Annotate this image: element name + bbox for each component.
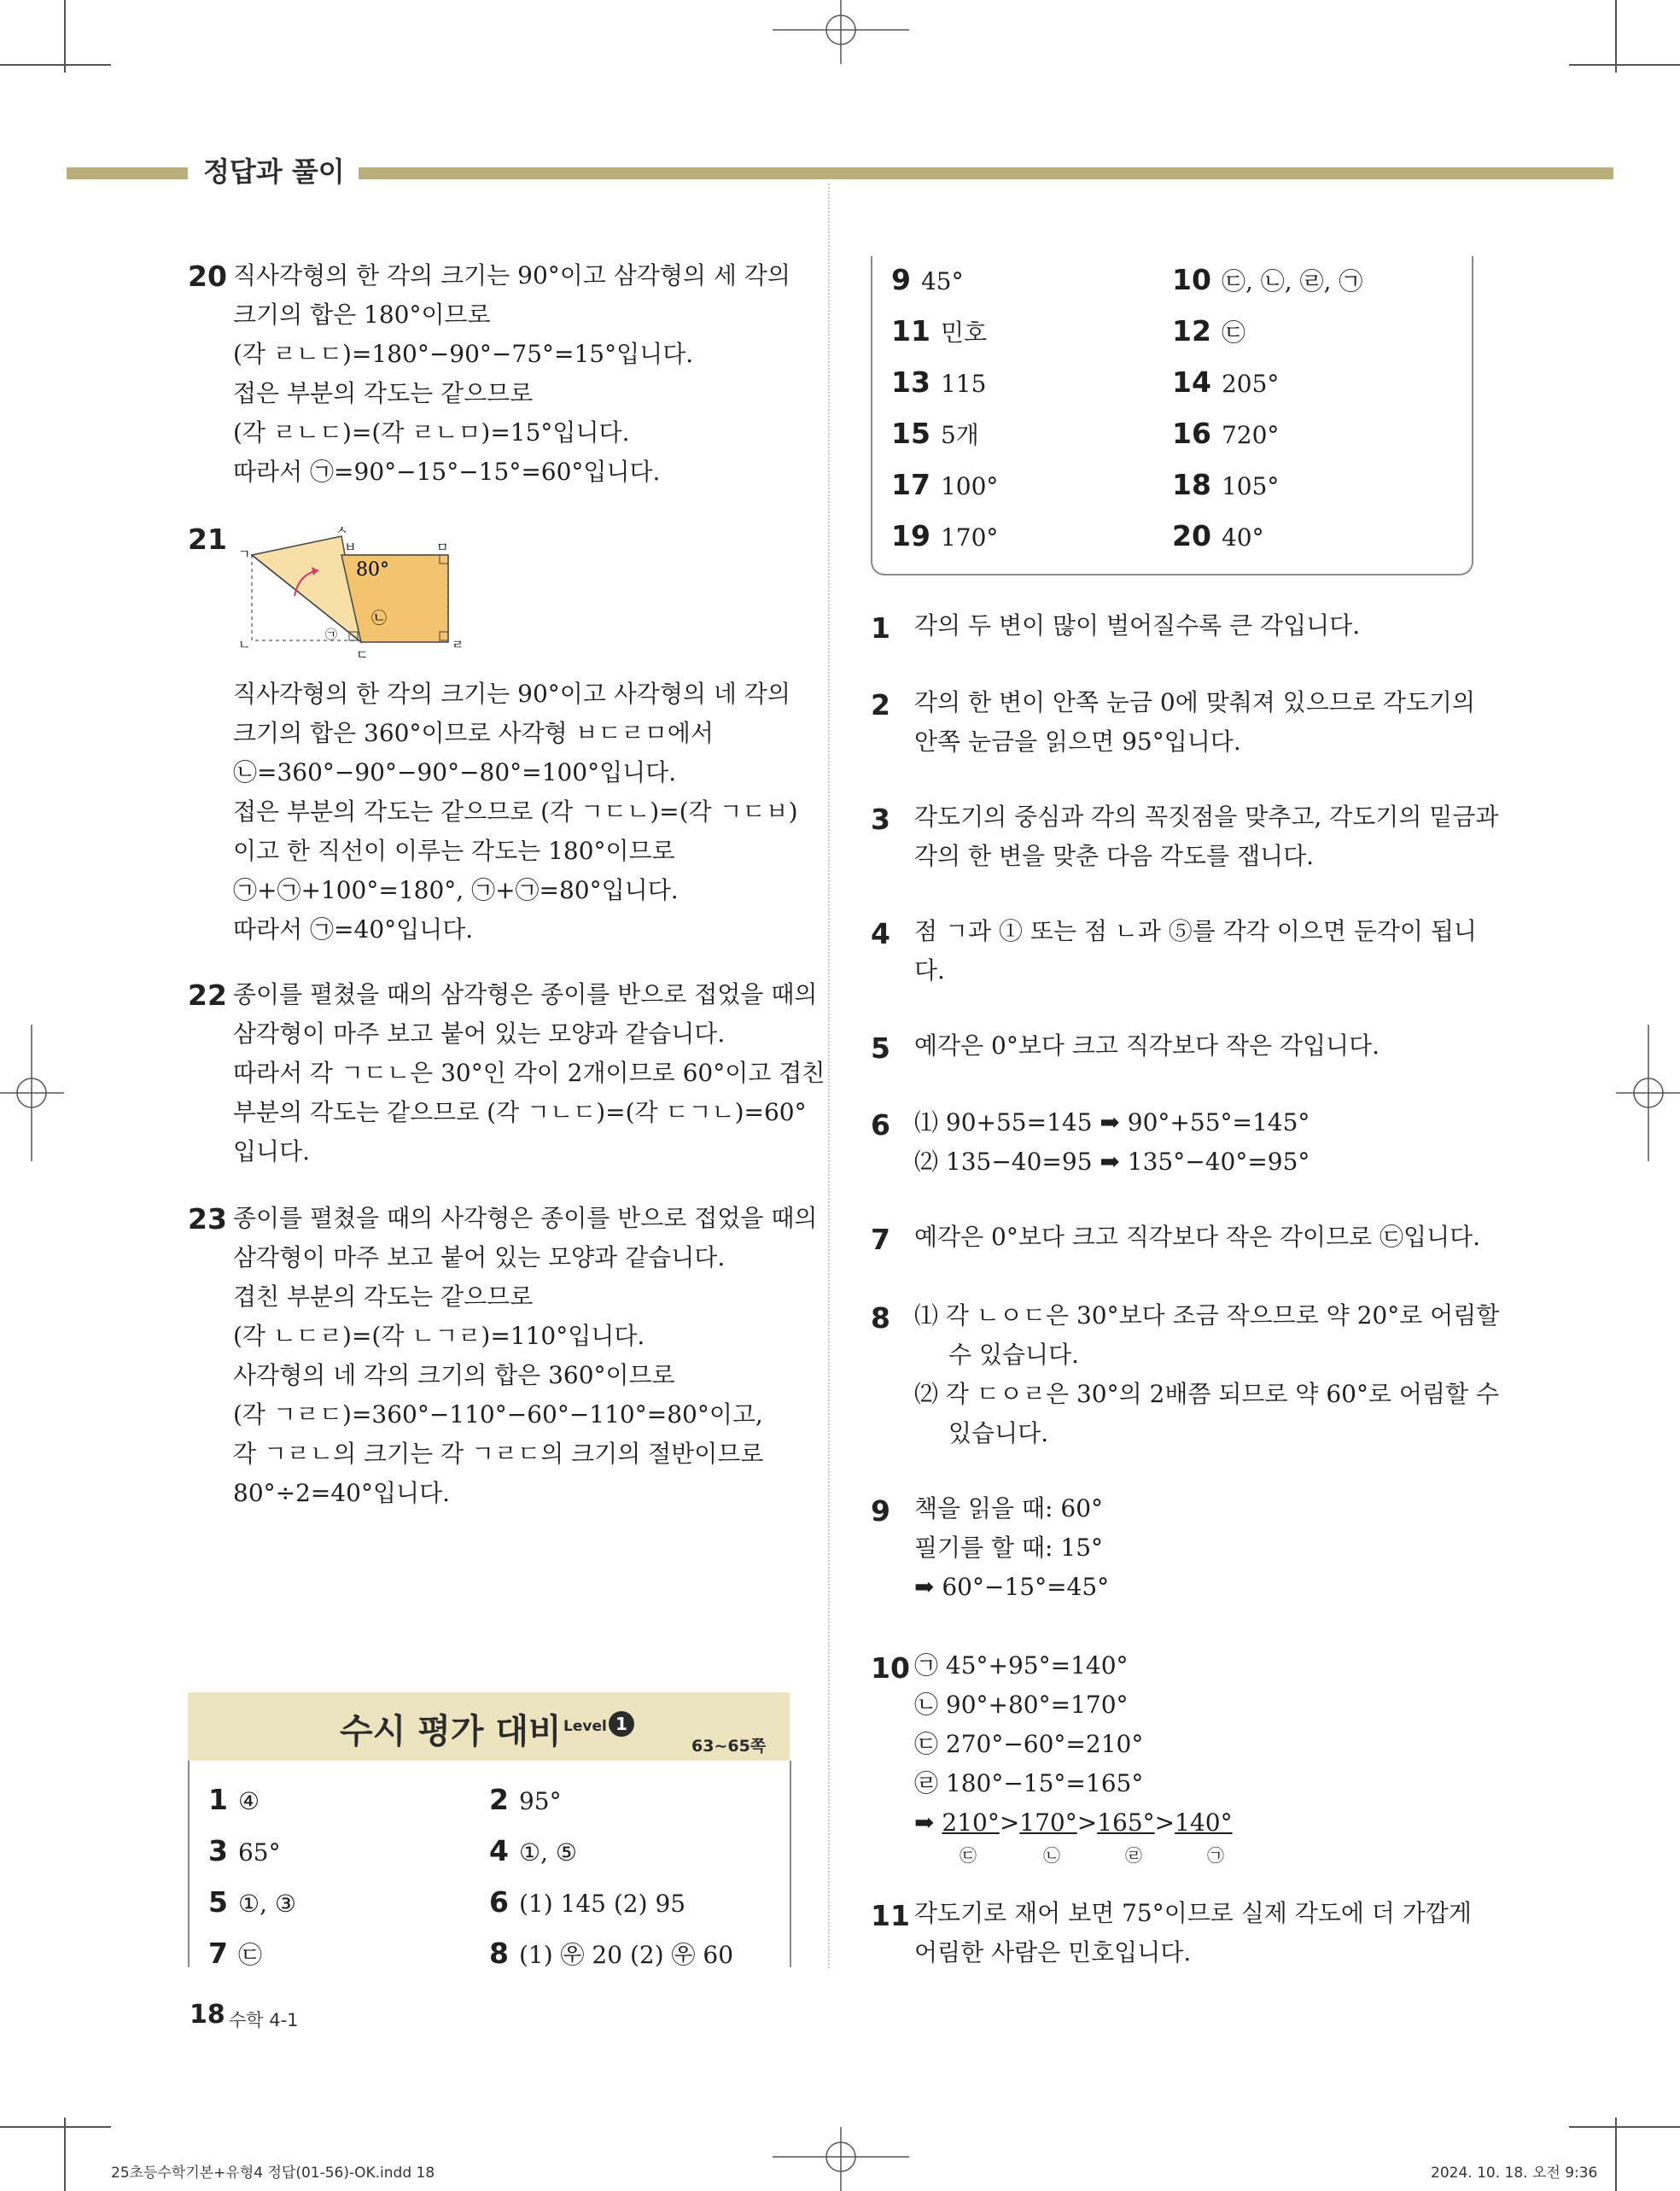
answer-number: 9 xyxy=(891,263,911,296)
text-line: 삼각형이 마주 보고 붙어 있는 모양과 같습니다. xyxy=(233,1243,726,1271)
answer-item xyxy=(489,1834,577,1867)
problem-number: 10 xyxy=(871,1651,910,1685)
text-line: 따라서 ㉠=90°−15°−15°=60°입니다. xyxy=(233,458,661,486)
text-line: 필기를 할 때: 15° xyxy=(914,1534,1104,1562)
text-line: 수 있습니다. xyxy=(948,1341,1080,1369)
answer-value: 45° xyxy=(920,267,964,295)
text-line: ⑵ 135−40=95 ➡ 135°−40°=95° xyxy=(914,1148,1310,1176)
problem-number: 6 xyxy=(871,1108,890,1142)
text-line: (각 ㄴㄷㄹ)=(각 ㄴㄱㄹ)=110°입니다. xyxy=(233,1322,645,1350)
answer-item xyxy=(1172,365,1279,399)
answer-number: 14 xyxy=(1172,365,1211,399)
answer-value: ①, ⑤ xyxy=(518,1838,577,1867)
text-line: 점 ㄱ과 ① 또는 점 ㄴ과 ⑤를 각각 이으면 둔각이 됩니 xyxy=(914,917,1477,945)
text-line: 입니다. xyxy=(233,1137,311,1166)
page-range: 63~65쪽 xyxy=(691,1737,767,1756)
answer-item xyxy=(891,417,979,451)
vertex-label: ㅁ xyxy=(436,540,449,555)
text-line: 겹친 부분의 각도는 같으므로 xyxy=(233,1282,534,1311)
answer-number: 6 xyxy=(489,1885,509,1919)
text-line: 어림한 사람은 민호입니다. xyxy=(914,1938,1192,1966)
answer-number: 2 xyxy=(489,1783,509,1816)
text-line: 다. xyxy=(914,956,945,984)
problem-number: 11 xyxy=(871,1899,910,1932)
answer-number: 12 xyxy=(1172,314,1211,348)
registration-mark-bottom xyxy=(773,2123,909,2191)
problem-number: 20 xyxy=(188,260,227,293)
vertex-label: ㄴ xyxy=(238,637,251,652)
crop-mark xyxy=(1615,2118,1617,2191)
text-line: ⑴ 각 ㄴㅇㄷ은 30°보다 조금 작으므로 약 20°로 어림할 xyxy=(914,1301,1500,1329)
answer-value: ㉢ xyxy=(237,1941,262,1969)
answer-item xyxy=(891,314,987,348)
answer-number: 5 xyxy=(208,1885,228,1919)
text-line: 부분의 각도는 같으므로 (각 ㄱㄴㄷ)=(각 ㄷㄱㄴ)=60° xyxy=(233,1098,807,1126)
header-bar-right xyxy=(359,167,1613,179)
text-line: 직사각형의 한 각의 크기는 90°이고 사각형의 네 각의 xyxy=(233,680,790,708)
text-line: 각의 한 변을 맞춘 다음 각도를 잽니다. xyxy=(914,842,1315,870)
answer-number: 11 xyxy=(891,314,930,348)
problem-number: 4 xyxy=(871,917,890,950)
page-title: 정답과 풀이 xyxy=(203,155,345,188)
text-line: 따라서 ㉠=40°입니다. xyxy=(233,915,474,944)
text-line: 크기의 합은 360°이므로 사각형 ㅂㄷㄹㅁ에서 xyxy=(233,719,714,747)
crop-mark xyxy=(0,2126,111,2128)
text-line: (각 ㄱㄹㄷ)=360°−110°−60°−110°=80°이고, xyxy=(233,1400,763,1429)
registration-mark-top xyxy=(773,0,909,68)
answer-value: ㉢ xyxy=(1221,318,1245,347)
comparison-sign: > xyxy=(999,1808,1020,1837)
text-line: 접은 부분의 각도는 같으므로 (각 ㄱㄷㄴ)=(각 ㄱㄷㅂ) xyxy=(233,798,798,826)
text-line: (각 ㄹㄴㄷ)=180°−90°−75°=15°입니다. xyxy=(233,340,694,368)
answer-value: (1) 145 (2) 95 xyxy=(518,1890,686,1918)
answer-item xyxy=(489,1937,733,1971)
text-line: 예각은 0°보다 크고 직각보다 작은 각이므로 ㉢입니다. xyxy=(914,1223,1481,1251)
vertex-label: ㄷ xyxy=(356,647,369,663)
problem-number: 8 xyxy=(871,1301,890,1335)
answer-item xyxy=(1172,314,1245,348)
answer-item xyxy=(489,1885,685,1919)
text-line: 책을 읽을 때: 60° xyxy=(914,1494,1104,1522)
comparison-mark: ㉡ xyxy=(1043,1845,1060,1866)
problem-number: 1 xyxy=(871,611,890,645)
answer-value: 100° xyxy=(940,472,999,500)
text-line: 각의 한 변이 안쪽 눈금 0에 맞춰져 있으므로 각도기의 xyxy=(914,688,1476,716)
header-bar-left xyxy=(67,167,188,179)
text-line: 이고 한 직선이 이루는 각도는 180°이므로 xyxy=(233,837,675,865)
vertex-label: ㄱ xyxy=(238,546,251,562)
text-line: ㉡=360°−90°−90°−80°=100°입니다. xyxy=(233,758,677,786)
vertex-label: ㄹ xyxy=(452,637,464,652)
comparison-value: 165° xyxy=(1097,1808,1155,1837)
text-line: 접은 부분의 각도는 같으므로 xyxy=(233,379,534,407)
comparison-value: 170° xyxy=(1019,1808,1077,1837)
answer-number: 8 xyxy=(489,1937,509,1970)
print-date: 2024. 10. 18. 오전 9:36 xyxy=(1431,2165,1598,2182)
answer-item xyxy=(891,263,964,296)
text-line: ㉡ 90°+80°=170° xyxy=(914,1691,1129,1719)
level-label: Level xyxy=(563,1718,607,1735)
comparison-mark: ㉢ xyxy=(960,1845,977,1866)
comparison-sign: > xyxy=(1154,1808,1175,1837)
text-line: 안쪽 눈금을 읽으면 95°입니다. xyxy=(914,727,1241,756)
answer-value: 65° xyxy=(237,1838,281,1867)
answer-value: 민호 xyxy=(940,318,988,347)
answer-number: 15 xyxy=(891,417,930,450)
answer-item xyxy=(1172,519,1264,552)
vertex-label: ㅅ xyxy=(335,523,348,538)
crop-mark xyxy=(0,64,111,66)
level-badge: 1 xyxy=(609,1711,634,1737)
answer-number: 4 xyxy=(489,1834,509,1867)
problem-number: 5 xyxy=(871,1031,890,1065)
text-line: 따라서 각 ㄱㄷㄴ은 30°인 각이 2개이므로 60°이고 겹친 xyxy=(233,1059,825,1087)
answer-number: 3 xyxy=(208,1834,228,1867)
text-line: 80°÷2=40°입니다. xyxy=(233,1479,451,1507)
text-line: ㉠ 45°+95°=140° xyxy=(914,1651,1129,1680)
registration-mark-right xyxy=(1616,1025,1680,1161)
text-line: 종이를 펼쳤을 때의 사각형은 종이를 반으로 접었을 때의 xyxy=(233,1204,818,1232)
subject-label: 수학 4-1 xyxy=(229,2010,299,2030)
answer-value: 5개 xyxy=(940,421,979,449)
section-header xyxy=(188,1692,790,1761)
text-line: 각의 두 변이 많이 벌어질수록 큰 각입니다. xyxy=(914,611,1361,640)
problem-number: 3 xyxy=(871,803,890,836)
crop-mark xyxy=(1615,0,1617,73)
page-number: 18 xyxy=(190,2000,225,2030)
answer-number: 20 xyxy=(1172,519,1211,552)
problem-number: 9 xyxy=(871,1494,890,1528)
answer-value: ④ xyxy=(237,1787,260,1815)
registration-mark-left xyxy=(0,1025,64,1161)
arrow: ➡ xyxy=(914,1808,935,1837)
text-line: 삼각형이 마주 보고 붙어 있는 모양과 같습니다. xyxy=(233,1020,726,1048)
comparison-value: 210° xyxy=(942,1808,1000,1837)
answer-value: ㉢, ㉡, ㉣, ㉠ xyxy=(1221,267,1363,295)
answer-item xyxy=(208,1885,296,1919)
comparison-value: 140° xyxy=(1175,1808,1233,1837)
text-line: 사각형의 네 각의 크기의 합은 360°이므로 xyxy=(233,1361,675,1389)
text-line: 각 ㄱㄹㄴ의 크기는 각 ㄱㄹㄷ의 크기의 절반이므로 xyxy=(233,1440,764,1468)
answer-value: 105° xyxy=(1221,472,1280,500)
comparison-sign: > xyxy=(1076,1808,1098,1837)
answer-number: 10 xyxy=(1172,263,1211,296)
angle-marker: ㉡ xyxy=(371,610,387,628)
answer-item xyxy=(208,1783,260,1816)
answer-value: 720° xyxy=(1221,421,1280,449)
text-line: 각도기의 중심과 각의 꼭짓점을 맞추고, 각도기의 밑금과 xyxy=(914,803,1499,831)
comparison-line xyxy=(914,1803,1233,1843)
text-line: 종이를 펼쳤을 때의 삼각형은 종이를 반으로 접었을 때의 xyxy=(233,980,818,1008)
angle-marker: ㉠ xyxy=(325,628,337,642)
problem-number: 2 xyxy=(871,688,890,722)
answer-value: (1) ㉾ 20 (2) ㉾ 60 xyxy=(518,1941,734,1969)
problem-number: 23 xyxy=(188,1202,227,1236)
answer-value: ①, ③ xyxy=(237,1890,296,1918)
text-line: 크기의 합은 180°이므로 xyxy=(233,301,491,329)
text-line: 직사각형의 한 각의 크기는 90°이고 삼각형의 세 각의 xyxy=(233,261,790,289)
problem-number: 21 xyxy=(188,523,227,556)
answer-item xyxy=(1172,417,1279,450)
answer-number: 16 xyxy=(1172,417,1211,450)
answer-item xyxy=(208,1834,281,1867)
problem-number: 22 xyxy=(188,979,227,1012)
section-title: 수시 평가 대비 xyxy=(340,1712,562,1751)
crop-mark xyxy=(1569,64,1680,66)
text-line: ㉠+㉠+100°=180°, ㉠+㉠=80°입니다. xyxy=(233,876,679,904)
text-line: ➡ 60°−15°=45° xyxy=(914,1573,1110,1601)
column-divider xyxy=(828,184,830,1968)
text-line: 예각은 0°보다 크고 직각보다 작은 각입니다. xyxy=(914,1031,1380,1060)
problem-number: 7 xyxy=(871,1223,890,1256)
text-line: (각 ㄹㄴㄷ)=(각 ㄹㄴㅁ)=15°입니다. xyxy=(233,418,630,447)
comparison-mark: ㉣ xyxy=(1125,1845,1142,1866)
vertex-label: ㅂ xyxy=(344,540,357,555)
answer-item xyxy=(891,365,986,399)
answer-number: 17 xyxy=(891,468,930,501)
answer-value: 95° xyxy=(518,1787,562,1815)
comparison-mark: ㉠ xyxy=(1207,1845,1224,1866)
crop-mark xyxy=(64,0,66,73)
answer-item xyxy=(489,1783,562,1816)
answer-item xyxy=(1172,263,1362,297)
crop-mark xyxy=(1569,2126,1680,2128)
answer-value: 205° xyxy=(1221,370,1280,398)
file-info: 25초등수학기본+유형4 정답(01-56)-OK.indd 18 xyxy=(111,2165,435,2182)
angle-label: 80° xyxy=(356,559,389,581)
answer-number: 19 xyxy=(891,519,930,552)
folded-rectangle-figure xyxy=(235,523,465,663)
text-line: ㉣ 180°−15°=165° xyxy=(914,1769,1144,1797)
text-line: ㉢ 270°−60°=210° xyxy=(914,1730,1144,1758)
answer-value: 40° xyxy=(1221,523,1264,552)
text-line: 있습니다. xyxy=(948,1419,1049,1447)
answer-value: 170° xyxy=(940,523,999,552)
answer-item xyxy=(1172,468,1279,501)
answer-number: 18 xyxy=(1172,468,1211,501)
answer-item xyxy=(891,519,998,552)
text-line: ⑴ 90+55=145 ➡ 90°+55°=145° xyxy=(914,1108,1310,1136)
answer-number: 7 xyxy=(208,1937,228,1970)
answer-number: 1 xyxy=(208,1783,228,1816)
text-line: 각도기로 재어 보면 75°이므로 실제 각도에 더 가깝게 xyxy=(914,1899,1472,1927)
answer-item xyxy=(891,468,998,501)
answer-item xyxy=(208,1937,262,1971)
crop-mark xyxy=(64,2118,66,2191)
answer-value: 115 xyxy=(940,370,987,398)
text-line: ⑵ 각 ㄷㅇㄹ은 30°의 2배쯤 되므로 약 60°로 어림할 수 xyxy=(914,1380,1499,1408)
answer-number: 13 xyxy=(891,365,930,399)
